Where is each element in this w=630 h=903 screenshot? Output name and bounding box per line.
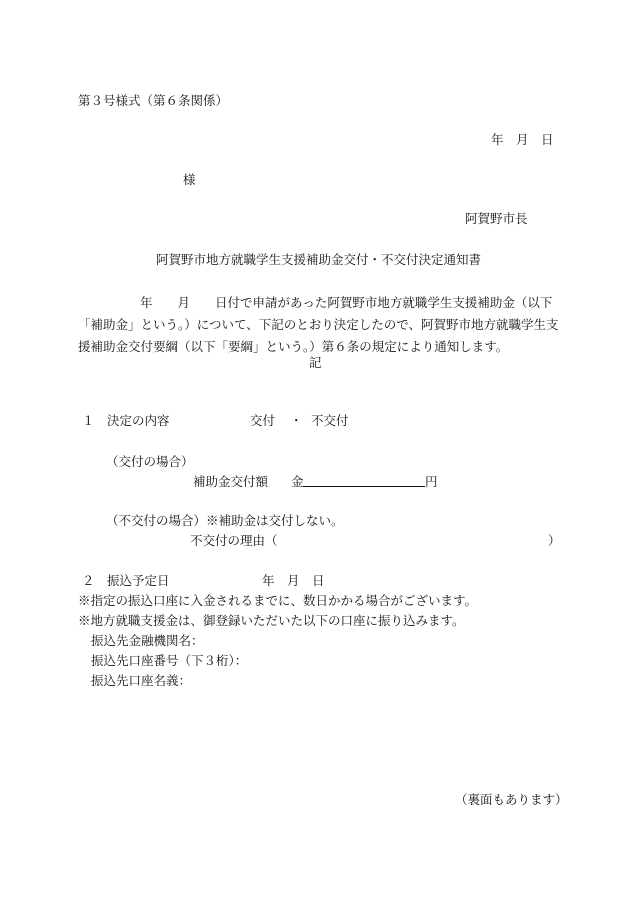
choice-grant: 交付: [250, 413, 276, 428]
form-number: 第３号様式（第６条関係）: [78, 93, 229, 108]
grant-amount-prefix: 金: [291, 474, 304, 489]
grant-amount-suffix: 円: [425, 474, 438, 489]
transfer-note-1: ※指定の振込口座に入金されるまでに、数日かかる場合がございます。: [78, 593, 478, 608]
choice-separator: ・: [290, 413, 303, 428]
section2-heading: ２ 振込予定日: [82, 573, 170, 588]
body-line-1: 年 月 日付で申請があった阿賀野市地方就職学生支援補助金（以下: [140, 295, 553, 310]
date-line: 年 月 日: [491, 132, 554, 147]
transfer-date: 年 月 日: [262, 573, 325, 588]
addressee-suffix: 様: [183, 172, 196, 187]
body-paragraph: [78, 292, 559, 358]
ki-heading: 記: [309, 355, 322, 370]
no-grant-reason-label: 不交付の理由（: [190, 533, 278, 548]
transfer-note-2: ※地方就職支援金は、御登録いただいた以下の口座に振り込みます。: [78, 613, 465, 628]
account-number-label: 振込先口座番号（下３桁）：: [91, 653, 248, 668]
document-title: 阿賀野市地方就職学生支援補助金交付・不交付決定通知書: [156, 252, 482, 267]
no-grant-reason-close: ）: [548, 533, 561, 548]
grant-amount-blank: [303, 486, 425, 487]
body-line-3: 援補助金交付要綱（以下「要綱」という。）第６条の規定により通知します。: [78, 339, 509, 354]
grant-amount-label: 補助金交付額: [193, 474, 269, 489]
no-grant-case-label: （不交付の場合）※補助金は交付しない。: [106, 513, 344, 528]
choice-no-grant: 不交付: [311, 413, 349, 428]
bank-name-label: 振込先金融機関名：: [91, 633, 204, 648]
grant-case-label: （交付の場合）: [106, 454, 194, 469]
section1-heading: １ 決定の内容: [82, 413, 170, 428]
issuer-name: 阿賀野市長: [465, 211, 528, 226]
body-line-2: 「補助金」という。）について、下記のとおり決定したので、阿賀野市地方就職学生支: [78, 317, 559, 332]
footer-note: （裏面もあります）: [455, 792, 568, 807]
account-name-label: 振込先口座名義：: [91, 673, 192, 688]
